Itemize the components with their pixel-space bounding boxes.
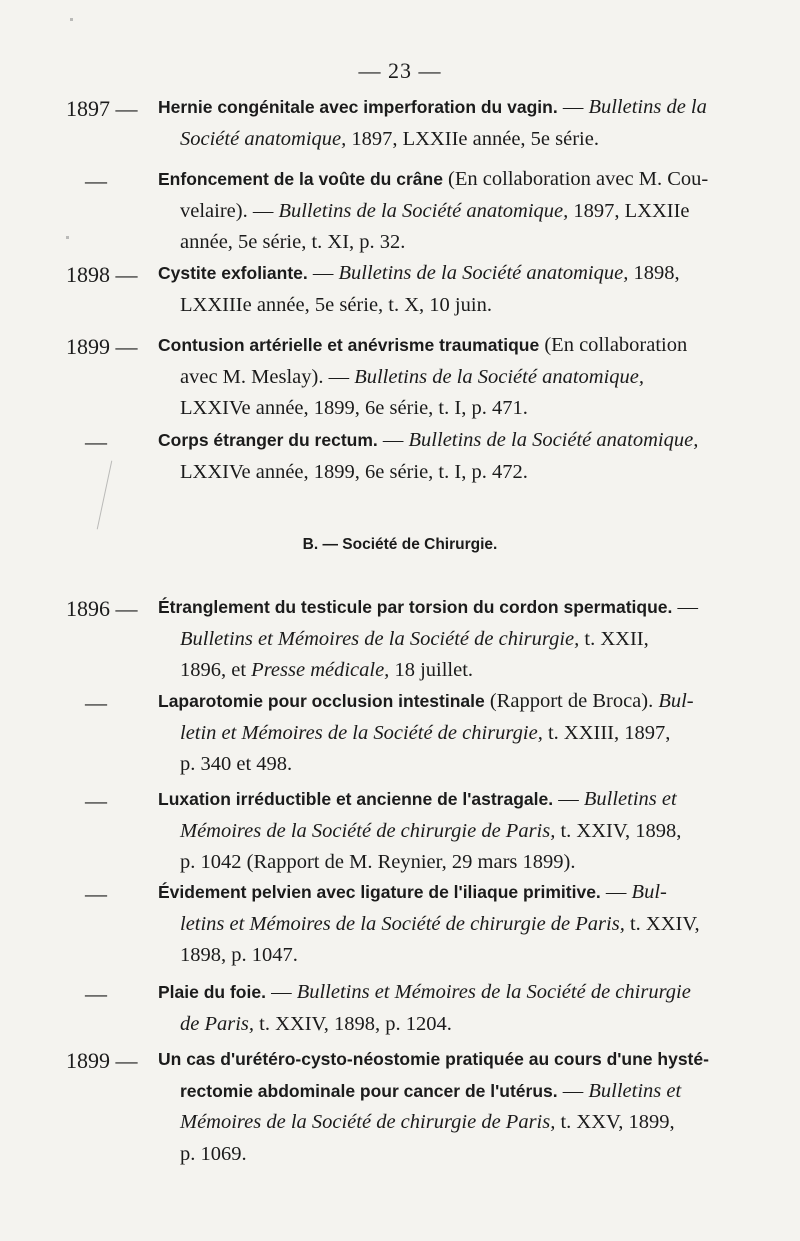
entry-text: Hernie congénitale avec imperforation du vagin. — Bulletins de la Société anatomique, 1897, LXXIIe année, 5e série. — [158, 96, 707, 150]
entry-year: — — [85, 168, 107, 193]
entry-title-continued: rectomie abdominale pour cancer de l'utérus. — [180, 1080, 558, 1101]
entry-title: Hernie congénitale avec imperforation du vagin. — [158, 97, 558, 117]
entry-text: Un cas d'urétéro-cysto-néostomie pratiquée au cours d'une hysté- rectomie abdominale pour cancer de l'utérus. — Bulletins et Mémoires de la Société de chirurgie de Paris, t. XXV, 1899, p. 1069. — [158, 1049, 709, 1165]
entry-title: Plaie du foie. — [158, 982, 266, 1002]
entry-year: 1897 — — [66, 96, 138, 121]
entry-title: Laparotomie pour occlusion intestinale — [158, 691, 485, 711]
entry-year: 1899 — — [66, 1048, 138, 1073]
entry-title: Cystite exfoliante. — [158, 263, 308, 283]
entry-title: Étranglement du testicule par torsion du cordon spermatique. — [158, 597, 673, 617]
section-heading: B. — Société de Chirurgie. — [302, 536, 498, 553]
entry-year: — — [85, 881, 107, 906]
entry-title: Corps étranger du rectum. — [158, 430, 378, 450]
entry-year: — — [85, 788, 107, 813]
entry-title: Contusion artérielle et anévrisme traumatique — [158, 335, 540, 355]
entry-title: Enfoncement de la voûte du crâne — [158, 169, 443, 189]
entry-text: Luxation irréductible et ancienne de l'astragale. — Bulletins et Mémoires de la Société de chirurgie de Paris, t. XXIV, 1898, p. 1042 (Rapport de M. Reynier, 29 mars 1899). — [158, 788, 682, 873]
entry-year: — — [85, 690, 107, 715]
entry-text: Laparotomie pour occlusion intestinale (Rapport de Broca). Bul- letin et Mémoires de la Société de chirurgie, t. XXIII, 1897, p. 340 et 498. — [158, 690, 694, 775]
entry-text: Plaie du foie. — Bulletins et Mémoires de la Société de chirurgie de Paris, t. XXIV, 1898, p. 1204. — [158, 981, 691, 1035]
entry-text: Contusion artérielle et anévrisme traumatique (En collaboration avec M. Meslay). — Bulletins de la Société anatomique, LXXIVe année, 1899, 6e série, t. I, p. 471. — [158, 334, 688, 419]
entry-title: Luxation irréductible et ancienne de l'astragale. — [158, 789, 554, 809]
entry-text: Enfoncement de la voûte du crâne (En collaboration avec M. Cou- velaire). — Bulletins de la Société anatomique, 1897, LXXIIe année, 5e série, t. XI, p. 32. — [158, 168, 709, 253]
entry-title: Un cas d'urétéro-cysto-néostomie pratiquée au cours d'une hysté- — [158, 1049, 709, 1069]
entry-text: Évidement pelvien avec ligature de l'iliaque primitive. — Bul- letins et Mémoires de la Société de chirurgie de Paris, t. XXIV, 1898, p. 1047. — [158, 881, 700, 966]
entry-year: 1898 — — [66, 262, 138, 287]
entry-year: 1899 — — [66, 334, 138, 359]
entry-text: Cystite exfoliante. — Bulletins de la Société anatomique, 1898, LXXIIIe année, 5e série, t. X, 10 juin. — [158, 262, 680, 316]
entry-title: Évidement pelvien avec ligature de l'iliaque primitive. — [158, 882, 601, 902]
scan-mark — [70, 18, 73, 21]
entry-year: — — [85, 981, 107, 1006]
page-number: — 23 — — [358, 58, 442, 83]
scan-mark — [97, 461, 113, 530]
scan-mark — [66, 236, 69, 239]
entry-year: 1896 — — [66, 596, 138, 621]
entry-text: Étranglement du testicule par torsion du cordon spermatique. — Bulletins et Mémoires de la Société de chirurgie, t. XXII, 1896, et Presse médicale, 18 juillet. — [158, 596, 699, 681]
entry-text: Corps étranger du rectum. — Bulletins de la Société anatomique, LXXIVe année, 1899, 6e série, t. I, p. 472. — [158, 429, 699, 483]
entry-year: — — [85, 429, 107, 454]
